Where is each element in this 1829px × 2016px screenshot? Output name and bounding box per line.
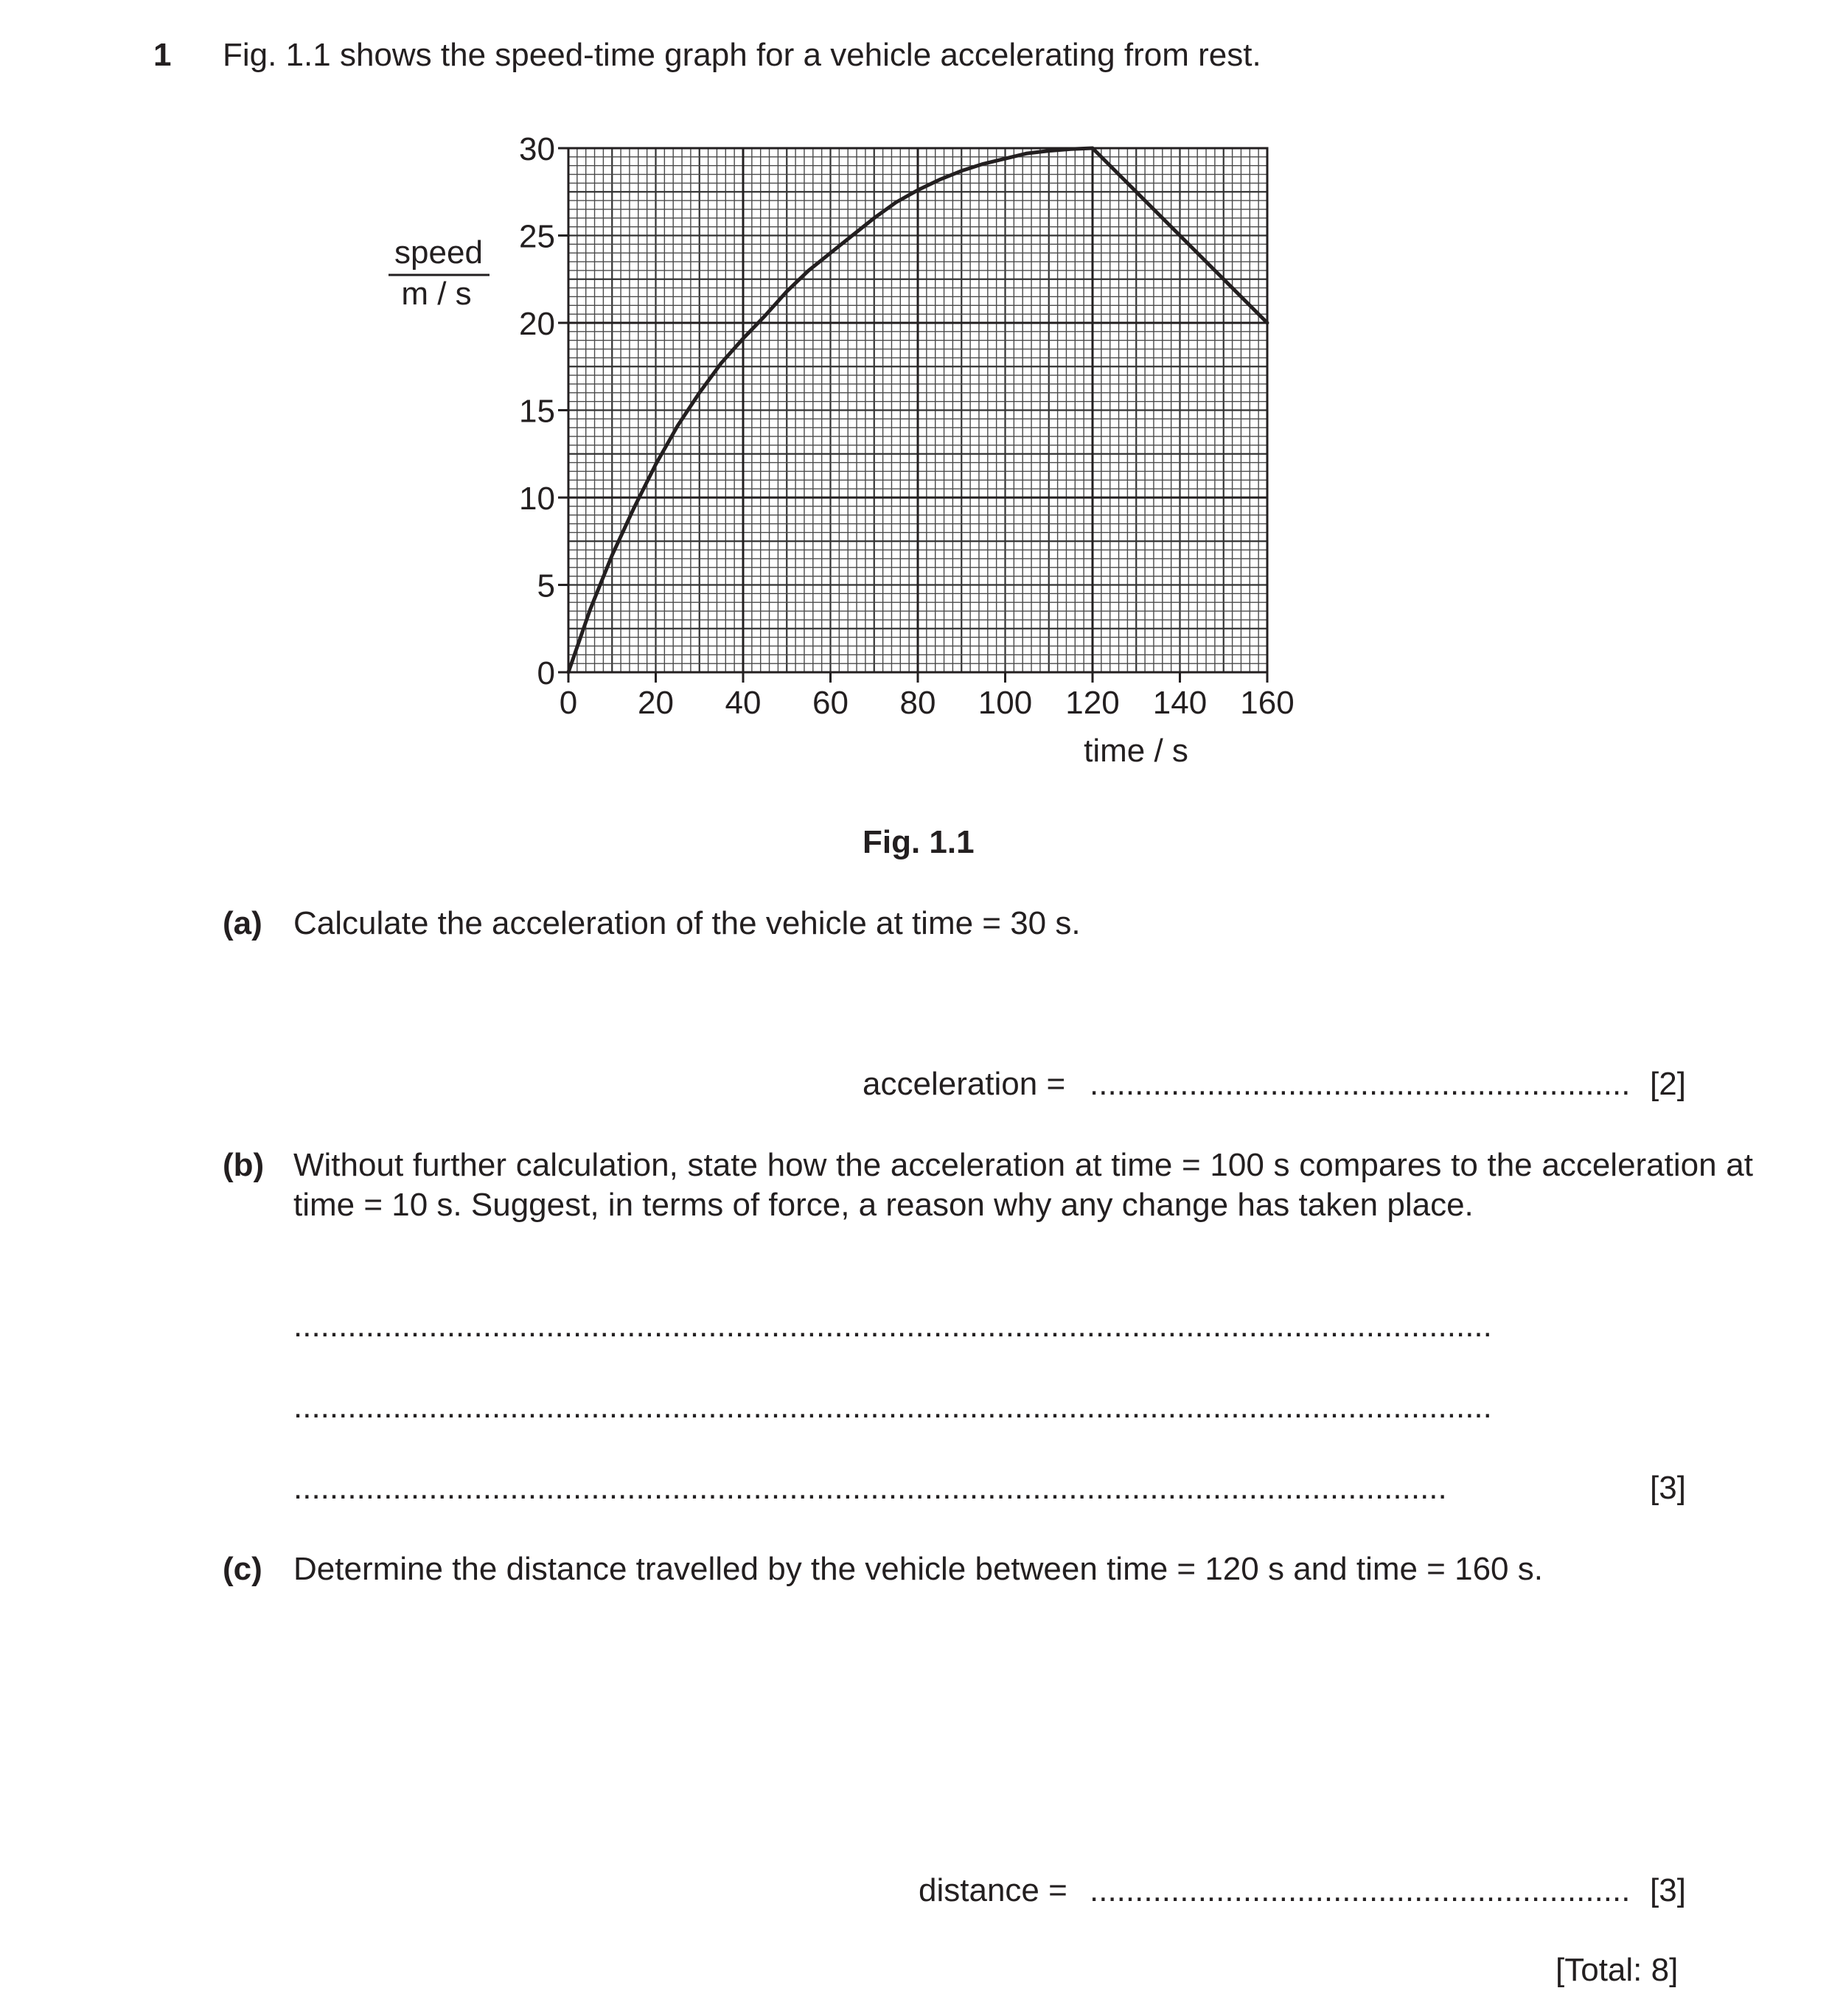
question-intro: Fig. 1.1 shows the speed-time graph for a vehicle accelerating from rest. [223, 37, 1261, 73]
part-c-question: Determine the distance travelled by the vehicle between time = 120 s and time = 160 s. [293, 1551, 1543, 1587]
x-axis-label: time / s [1084, 733, 1188, 769]
y-tick-label: 5 [537, 568, 555, 604]
part-a-marks: [2] [1650, 1066, 1686, 1102]
question-number: 1 [153, 37, 172, 73]
y-tick-label: 0 [537, 655, 555, 691]
x-tick-label: 100 [978, 685, 1033, 721]
part-a-label: (a) [223, 905, 262, 941]
y-tick-label: 15 [519, 393, 555, 430]
x-tick-label: 80 [899, 685, 936, 721]
part-a-answer-line[interactable]: ............................................................ [1090, 1066, 1631, 1102]
x-tick-label: 140 [1152, 685, 1208, 721]
y-tick-label: 30 [519, 131, 555, 167]
x-tick-label: 60 [812, 685, 849, 721]
figure-caption: Fig. 1.1 [863, 824, 975, 860]
y-tick-labels [519, 131, 555, 691]
part-c-answer-prefix: distance = [919, 1872, 1067, 1908]
x-tick-label: 40 [725, 685, 762, 721]
part-c-label: (c) [223, 1551, 262, 1587]
speed-time-graph [0, 0, 1829, 811]
y-tick-label: 10 [519, 481, 555, 517]
y-tick-label: 20 [519, 306, 555, 342]
x-tick-labels [560, 685, 1295, 721]
y-axis-label-bottom: m / s [401, 276, 472, 312]
x-tick-label: 160 [1240, 685, 1295, 721]
part-b-marks: [3] [1650, 1470, 1686, 1506]
x-tick-label: 20 [638, 685, 674, 721]
total-marks: [Total: 8] [1555, 1952, 1679, 1988]
part-b-answer-line-3[interactable]: ................................................................................................................................ [293, 1470, 1447, 1506]
x-tick-label: 0 [559, 685, 578, 721]
x-tick-label: 120 [1065, 685, 1120, 721]
part-a-question: Calculate the acceleration of the vehicle at time = 30 s. [293, 905, 1081, 941]
part-c-answer-line[interactable]: ............................................................ [1090, 1872, 1631, 1908]
part-c-marks: [3] [1650, 1872, 1686, 1908]
y-tick-label: 25 [519, 218, 555, 255]
part-b-answer-line-2[interactable]: ..................................................................................................................................... [293, 1389, 1492, 1425]
y-axis-label-top: speed [394, 234, 483, 271]
part-b-question: Without further calculation, state how the acceleration at time = 100 s compares to the acceleration at time = 10 s. Suggest, in terms of force, a reason why any change has taken place. [293, 1147, 1753, 1223]
part-a-answer-prefix: acceleration = [863, 1066, 1066, 1102]
part-b-answer-line-1[interactable]: ..................................................................................................................................... [293, 1308, 1492, 1344]
part-b-label: (b) [223, 1147, 265, 1183]
